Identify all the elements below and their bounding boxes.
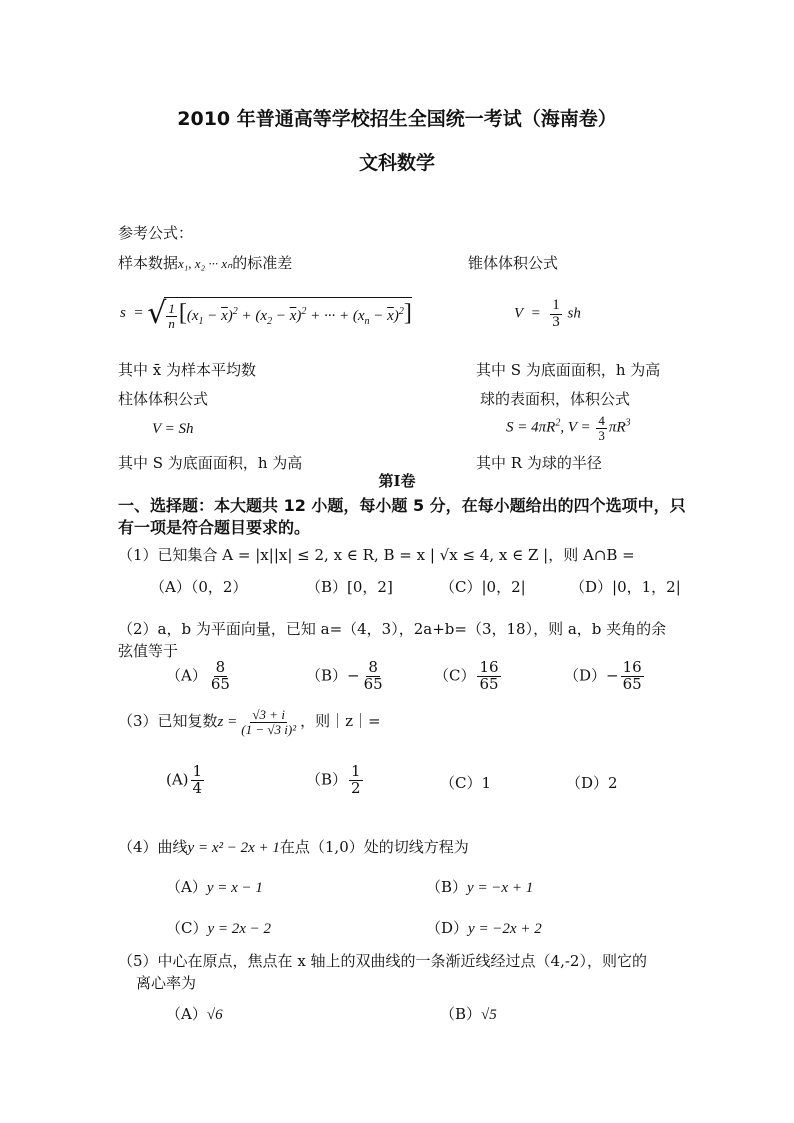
q2-option-a: （A） $\frac{8}{65}$ (166, 658, 230, 693)
sphere-label: 球的表面积，体积公式 (480, 390, 631, 408)
formulas-heading: 参考公式： (118, 224, 194, 242)
q4-option-d: （D）y = −2x + 2 (426, 919, 542, 937)
mean-note: 其中 x̄ 为样本平均数 (118, 361, 256, 379)
q5-stem-line2: 离心率为 (136, 974, 197, 992)
q1-stem: （1）已知集合 A = |x||x| ≤ 2, x ∈ R, B = x | √x ≤ 4, x ∈ Z |，则 A∩B = (118, 546, 635, 564)
q4-option-c: （C）y = 2x − 2 (166, 919, 272, 937)
prism-volume-formula: V = Sh (152, 421, 194, 437)
q5-option-a: （A）√6 (166, 1005, 223, 1023)
q5-stem-line1: （5）中心在原点，焦点在 x 轴上的双曲线的一条渐近线经过点（4,-2），则它的 (118, 952, 647, 970)
q3-stem: （3）已知复数z = $\frac{√3 + i}{\text{(1 − √3 i)²}}$ ，则｜z｜= (118, 707, 381, 737)
exam-subtitle: 文科数学 (358, 152, 435, 174)
q1-option-c: （C）|0，2| (440, 578, 526, 596)
q4-stem: （4）曲线y = x² − 2x + 1在点（1,0）处的切线方程为 (118, 838, 469, 856)
cone-volume-formula: V = $\frac{1}{3}$ sh (514, 297, 581, 330)
q1-option-b: （B）[0，2] (306, 578, 393, 596)
section-instruction-line2: 有一项是符合题目要求的。 (118, 518, 311, 537)
q1-option-a: （A）（0，2） (150, 578, 248, 596)
q2-option-c: （C） $\frac{16}{65}$ (434, 658, 499, 693)
prism-volume-label: 柱体体积公式 (118, 390, 209, 408)
std-dev-label: 样本数据x₁, x₂ ··· xₙ的标准差 (118, 254, 293, 272)
prism-note: 其中 S 为底面面积，h 为高 (118, 454, 303, 472)
q2-stem-line2: 弦值等于 (118, 642, 179, 660)
q5-option-b: （B）√5 (440, 1005, 497, 1023)
section-title: 第Ⅰ卷 (378, 472, 416, 490)
q3-option-d: （D）2 (566, 774, 618, 792)
cone-volume-label: 锥体体积公式 (468, 254, 559, 272)
q3-option-b: （B） $\frac{1}{2}$ (306, 762, 361, 797)
q2-option-d: （D）− $\frac{16}{65}$ (564, 658, 642, 693)
q3-option-c: （C）1 (440, 774, 492, 792)
exam-title: 2010 年普通高等学校招生全国统一考试（海南卷） (177, 108, 617, 130)
q4-option-a: （A）y = x − 1 (166, 878, 263, 896)
std-dev-formula: s = √ $\frac{1}{n}$ [$(x_1 - \overline{x})^2 + (x_2 - \overline{x})^2$ + ··· + $(x_n - \overline{x})^2$] (120, 296, 412, 331)
q3-option-a: (A) $\frac{1}{4}$ (166, 762, 203, 797)
q2-stem-line1: （2）a，b 为平面向量，已知 a=（4，3），2a+b=（3，18），则 a，b 夹角的余 (118, 620, 667, 638)
sphere-formula: $S = 4\pi R^2$, V = $\frac{4}{3}$ $\pi R^3$ (506, 413, 631, 443)
cone-note: 其中 S 为底面面积，h 为高 (476, 361, 661, 379)
q1-option-d: （D）|0，1，2| (570, 578, 681, 596)
section-instruction-line1: 一、选择题：本大题共 12 小题，每小题 5 分，在每小题给出的四个选项中，只 (118, 496, 686, 515)
sphere-note: 其中 R 为球的半径 (476, 454, 602, 472)
q2-option-b: （B）− $\frac{8}{65}$ (306, 658, 383, 693)
q4-option-b: （B）y = −x + 1 (426, 878, 534, 896)
